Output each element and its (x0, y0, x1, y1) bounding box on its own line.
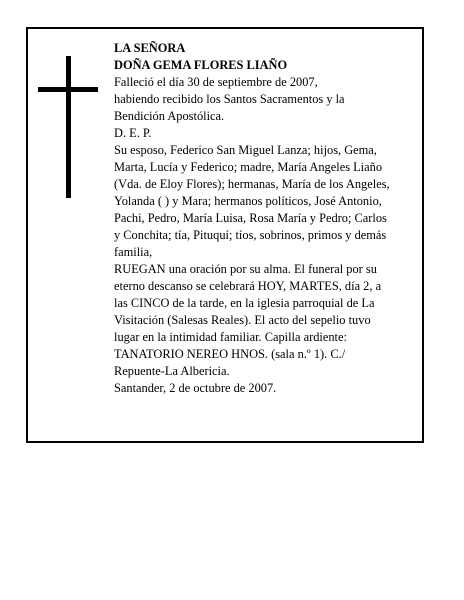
notice-line: Pachi, Pedro, María Luisa, Rosa María y Pedro; Carlos (114, 211, 387, 225)
notice-line: RUEGAN una oración por su alma. El funeral por su (114, 262, 377, 276)
notice-line: Falleció el día 30 de septiembre de 2007, (114, 75, 318, 89)
notice-line: familia, (114, 245, 153, 259)
notice-line: habiendo recibido los Santos Sacramentos y la (114, 92, 345, 106)
cross-vertical-bar (66, 56, 71, 198)
notice-line: Bendición Apostólica. (114, 109, 225, 123)
notice-line: TANATORIO NEREO HNOS. (sala n.º 1). C./ (114, 347, 346, 361)
notice-line: (Vda. de Eloy Flores); hermanas, María de los Angeles, (114, 177, 390, 191)
cross-icon (38, 56, 98, 198)
notice-line: lugar en la intimidad familiar. Capilla ardiente: (114, 330, 347, 344)
notice-line: y Conchita; tía, Pituquí; tíos, sobrinos, primos y demás (114, 228, 387, 242)
notice-text (114, 40, 418, 397)
obituary-notice (26, 27, 424, 443)
notice-line: Marta, Lucía y Federico; madre, María Angeles Liaño (114, 160, 383, 174)
notice-heading-name: DOÑA GEMA FLORES LIAÑO (114, 58, 288, 72)
notice-line: las CINCO de la tarde, en la iglesia parroquial de La (114, 296, 375, 310)
notice-line: Repuente-La Albericia. (114, 364, 230, 378)
notice-line: Su esposo, Federico San Miguel Lanza; hijos, Gema, (114, 143, 377, 157)
notice-line: D. E. P. (114, 126, 152, 140)
notice-line: Visitación (Salesas Reales). El acto del sepelio tuvo (114, 313, 371, 327)
notice-line: eterno descanso se celebrará HOY, MARTES, día 2, a (114, 279, 382, 293)
cross-horizontal-bar (38, 87, 98, 92)
notice-heading-title: LA SEÑORA (114, 41, 186, 55)
notice-line: Santander, 2 de octubre de 2007. (114, 381, 277, 395)
notice-line: Yolanda ( ) y Mara; hermanos políticos, José Antonio, (114, 194, 382, 208)
